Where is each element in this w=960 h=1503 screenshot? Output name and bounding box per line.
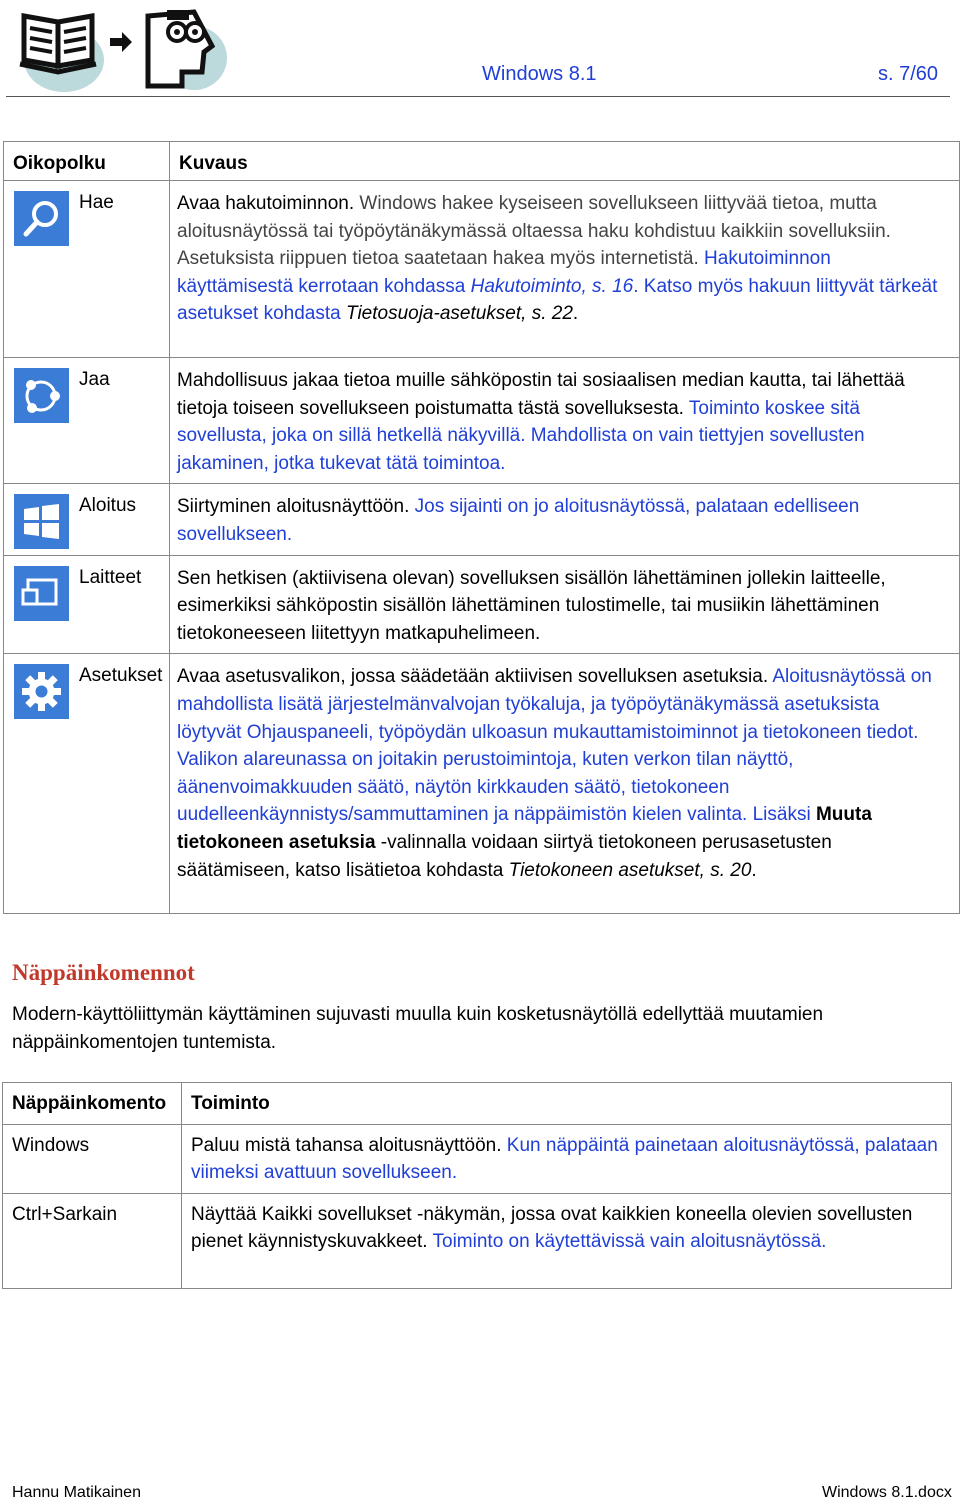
footer-author: Hannu Matikainen xyxy=(12,1484,141,1501)
header-logo xyxy=(12,2,227,94)
key-action xyxy=(182,1124,952,1193)
text-run: Valikon alareunassa on joitakin perustoimintoja, kuten verkon tilan näyttö, äänenvoimakkuuden säätö, näytön kirkkauden säätö, tietokoneen uudelleenkäynnistys/sammuttaminen ja näppäimistön kielen valinta. xyxy=(177,749,794,826)
text-run: Hakutoiminto, s. 16 xyxy=(470,275,634,297)
table-row xyxy=(3,1124,952,1193)
share-icon xyxy=(14,368,69,423)
column-header: Toiminto xyxy=(182,1083,952,1125)
text-run: -valinnalla voidaan siirtyä tietokoneen perusasetusten säätämiseen, katso lisätietoa kohdasta xyxy=(177,831,832,881)
charms-table xyxy=(3,141,960,914)
text-run: Siirtyminen aloitusnäyttöön. xyxy=(177,496,410,518)
text-run: Mahdollisuus jakaa tietoa muille sähköpostin tai sosiaalisen median kautta, tai lähettää tietoja toiseen sovellukseen poistumatta tästä sovelluksesta. xyxy=(177,370,905,419)
table-header-row xyxy=(4,142,960,181)
text-run: . xyxy=(572,303,579,325)
charm-label: Laitteet xyxy=(79,566,142,588)
charm-description xyxy=(170,358,960,484)
charm-label: Aloitus xyxy=(79,495,137,517)
text-run: Jos sijainti on jo aloitusnäytössä, palataan edelliseen sovellukseen. xyxy=(177,496,860,545)
text-run: . Katso myös hakuun liittyvät tärkeät asetukset kohdasta xyxy=(177,275,938,325)
devices-icon xyxy=(14,566,69,621)
section-intro: Modern-käyttöliittymän käyttäminen sujuvasti muulla kuin kosketusnäytöllä edellyttää muutamien näppäinkomentojen tuntemista. xyxy=(12,1004,824,1053)
text-run: Avaa hakutoiminnon. xyxy=(177,193,360,214)
charm-description xyxy=(170,555,960,654)
text-run: Aloitusnäytössä on mahdollista lisätä järjestelmänvalvojan työkaluja, ja työpöytänäkymässä asetuksista löytyvät Ohjauspaneeli, työpöydän ulkoasun mukauttamistoiminnot ja tietokoneen tiedot. xyxy=(177,666,932,743)
text-run: Tietosuoja-asetukset, s. 22 xyxy=(346,303,573,325)
footer-filename: Windows 8.1.docx xyxy=(822,1484,952,1501)
table-row xyxy=(4,654,960,914)
text-run: Tietokoneen asetukset, s. 20 xyxy=(508,859,752,881)
page-number: s. 7/60 xyxy=(878,63,939,85)
table-row xyxy=(4,484,960,555)
windows-logo-icon xyxy=(14,494,69,549)
text-run: Toiminto koskee sitä sovellusta, joka on sillä hetkellä näkyvillä. xyxy=(177,397,860,447)
text-run: Windows hakee kyseiseen sovellukseen liittyvää tietoa, mutta aloitusnäytössä tai työpöytänäkymässä oltaessa haku kohdistuu kaikkiin sovelluksiin. Asetuksista riippuen tietoa saatetaan hakea myös internetistä. xyxy=(177,193,891,270)
document-title: Windows 8.1 xyxy=(482,63,597,85)
text-run: Lisäksi xyxy=(747,804,816,826)
gear-icon xyxy=(14,664,69,719)
charm-description xyxy=(170,484,960,555)
key-action xyxy=(182,1193,952,1288)
text-run: Näyttää Kaikki sovellukset -näkymän, jossa ovat kaikkien koneella olevien sovellusten pienet käynnistyskuvakkeet. xyxy=(191,1203,913,1252)
charm-label: Jaa xyxy=(79,369,110,390)
table-row xyxy=(4,555,960,654)
column-header: Oikopolku xyxy=(4,142,170,181)
table-row xyxy=(3,1193,952,1288)
text-run: Kun näppäintä painetaan aloitusnäytössä, palataan viimeksi avattuun sovellukseen. xyxy=(191,1134,938,1183)
keys-table xyxy=(2,1082,952,1289)
text-run: Muuta tietokoneen asetuksia xyxy=(177,804,872,853)
text-run: Hakutoiminnon käyttämisestä kerrotaan kohdassa xyxy=(177,248,831,297)
text-run: Mahdollista on vain tiettyjen sovellusten jakaminen, jotka tukevat tätä toimintoa. xyxy=(177,425,865,474)
table-row xyxy=(4,181,960,358)
text-run: Paluu mistä tahansa aloitusnäyttöön. xyxy=(191,1134,502,1156)
section-title: Näppäinkomennot xyxy=(12,960,195,985)
text-run: Avaa asetusvalikon, jossa säädetään aktiivisen sovelluksen asetuksia. xyxy=(177,666,769,688)
charm-label: Hae xyxy=(79,192,114,213)
search-icon xyxy=(14,191,69,246)
charm-description xyxy=(170,181,960,358)
text-run: Sen hetkisen (aktiivisena olevan) sovelluksen sisällön lähettäminen jollekin laitteelle, esimerkiksi sähköpostin sisällön lähettäminen tulostimelle, tai musiikin lähettäminen tietokoneeseen liitettyyn matkapuhelimeen. xyxy=(177,567,886,644)
key-command: Windows xyxy=(3,1124,182,1193)
table-row xyxy=(4,358,960,484)
book-to-reader-logo-icon xyxy=(12,2,227,94)
table-header-row xyxy=(3,1083,952,1125)
key-command: Ctrl+Sarkain xyxy=(3,1193,182,1288)
charm-description xyxy=(170,654,960,914)
column-header: Näppäinkomento xyxy=(3,1083,182,1125)
text-run: Toiminto on käytettävissä vain aloitusnäytössä. xyxy=(427,1231,827,1252)
text-run: . xyxy=(751,859,757,881)
charm-label: Asetukset xyxy=(79,665,163,687)
header-divider xyxy=(6,96,950,97)
column-header: Kuvaus xyxy=(170,142,960,181)
